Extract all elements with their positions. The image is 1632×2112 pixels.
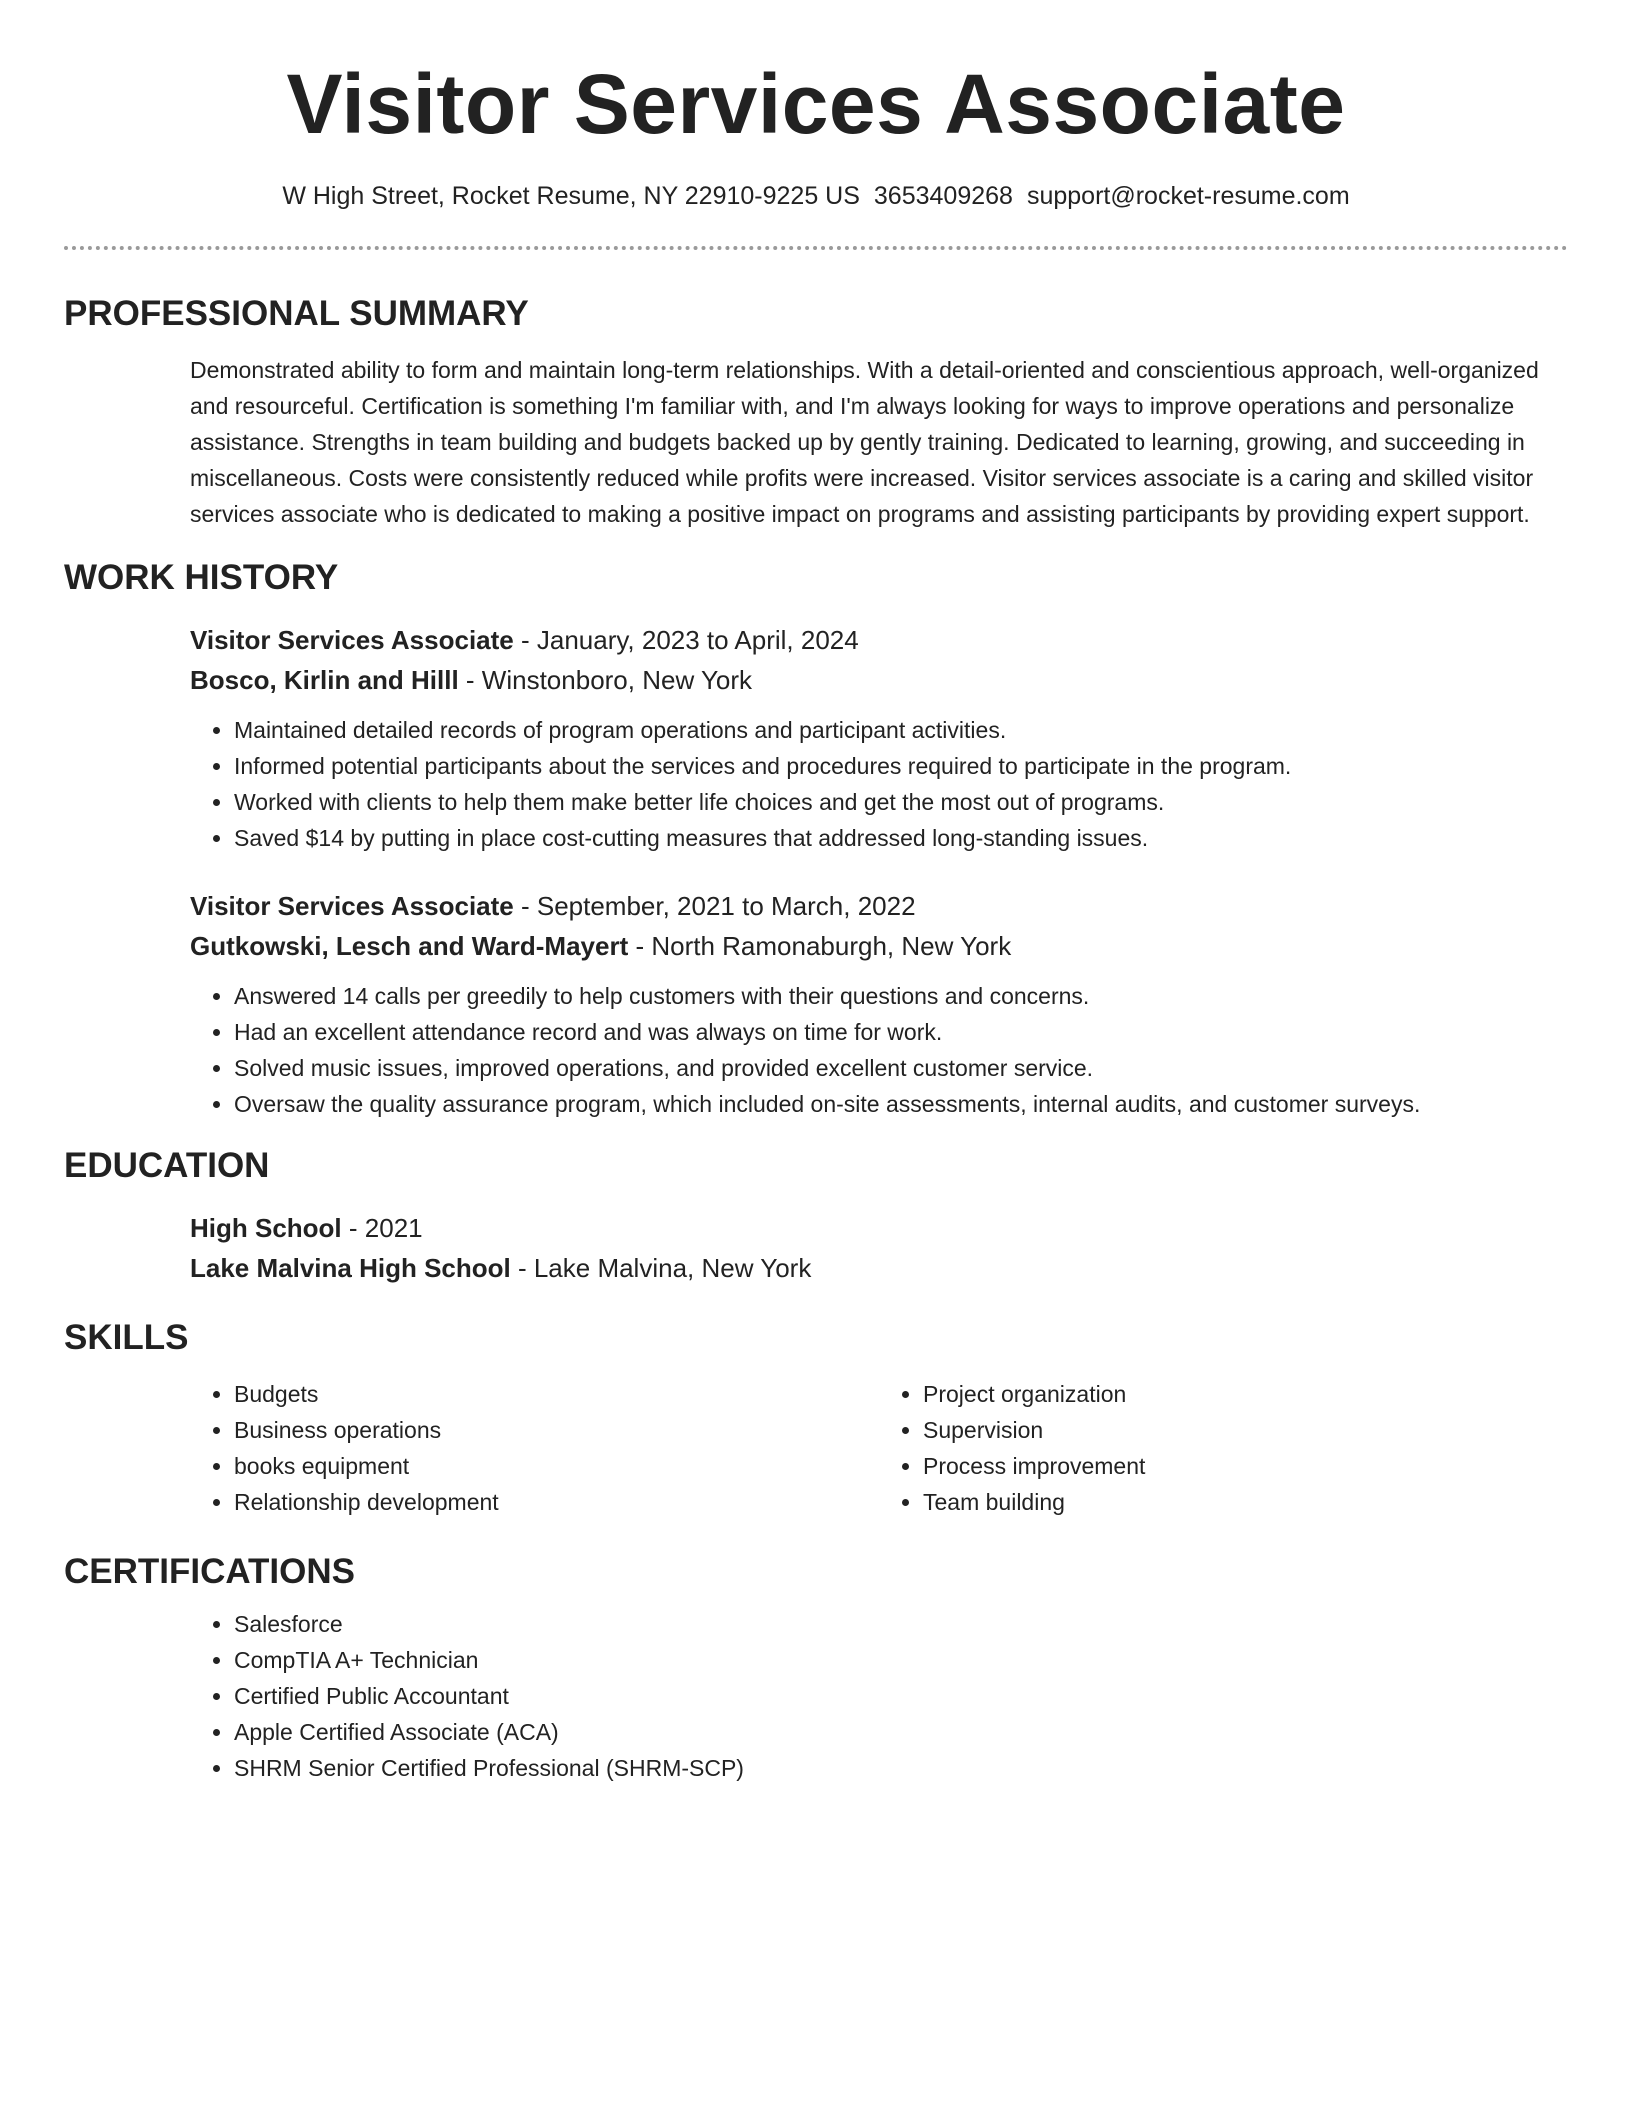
job-role: Visitor Services Associate (190, 891, 514, 921)
job-entry (190, 620, 1568, 856)
job-company: Gutkowski, Lesch and Ward-Mayert (190, 931, 629, 961)
education-location: - Lake Malvina, New York (510, 1253, 812, 1283)
job-dates: - September, 2021 to March, 2022 (513, 891, 916, 921)
job-location: - North Ramonaburgh, New York (628, 931, 1012, 961)
contact-phone: 3653409268 (873, 182, 1013, 210)
skills-title: SKILLS (64, 1318, 189, 1357)
list-item: • Apple Certified Associate (ACA) (234, 1714, 1568, 1750)
list-item: • SHRM Senior Certified Professional (SHRM-SCP) (234, 1750, 1568, 1786)
education-degree-line (190, 1208, 1568, 1248)
skills-grid (190, 1376, 1568, 1520)
education-school-line (190, 1248, 1568, 1288)
job-location: - Winstonboro, New York (458, 665, 753, 695)
list-item: • Answered 14 calls per greedily to help customers with their questions and concerns. (234, 978, 1568, 1014)
education-degree: High School (190, 1213, 342, 1243)
job-entry (190, 886, 1568, 1122)
job-company-line (190, 660, 1568, 700)
education-year: - 2021 (341, 1213, 423, 1243)
list-item: • Process improvement (923, 1448, 1568, 1484)
list-item: • Informed potential participants about the services and procedures required to participate in the program. (234, 748, 1568, 784)
list-item: • books equipment (234, 1448, 879, 1484)
job-bullets (190, 978, 1568, 1122)
contact-email: support@rocket-resume.com (1026, 182, 1350, 210)
list-item: • Worked with clients to help them make better life choices and get the most out of programs. (234, 784, 1568, 820)
job-company-line (190, 926, 1568, 966)
education-school: Lake Malvina High School (190, 1253, 511, 1283)
list-item: • Maintained detailed records of program operations and participant activities. (234, 712, 1568, 748)
certifications-list (190, 1606, 1568, 1786)
list-item: • CompTIA A+ Technician (234, 1642, 1568, 1678)
job-role-line (190, 886, 1568, 926)
job-company: Bosco, Kirlin and Hilll (190, 665, 459, 695)
list-item: • Salesforce (234, 1606, 1568, 1642)
summary-text: Demonstrated ability to form and maintain long-term relationships. With a detail-oriented and conscientious approach, well-organized and resourceful. Certification is something I'm familiar with, and I'm always looking for ways to improve operations and personalize assistance. Strengths in team building and budgets backed up by gently training. Dedicated to learning, growing, and succeeding in miscellaneous. Costs were consistently reduced while profits were increased. Visitor services associate is a caring and skilled visitor services associate who is dedicated to making a positive impact on programs and assisting participants by providing expert support. (190, 357, 1539, 527)
list-item: • Team building (923, 1484, 1568, 1520)
skills-left-column (190, 1376, 879, 1520)
work-history-section (64, 556, 1568, 1122)
list-item: • Oversaw the quality assurance program, which included on-site assessments, internal audits, and customer surveys. (234, 1086, 1568, 1122)
certifications-body (190, 1606, 1568, 1786)
work-history-title: WORK HISTORY (64, 558, 339, 597)
list-item: • Solved music issues, improved operations, and provided excellent customer service. (234, 1050, 1568, 1086)
education-entry (190, 1208, 1568, 1288)
summary-section (64, 292, 1568, 532)
candidate-name: Visitor Services Associate (286, 57, 1346, 151)
list-item: • Project organization (923, 1376, 1568, 1412)
job-role: Visitor Services Associate (190, 625, 514, 655)
education-section (64, 1144, 1568, 1288)
header-divider (64, 246, 1568, 250)
certifications-section (64, 1550, 1568, 1786)
certifications-title: CERTIFICATIONS (64, 1552, 356, 1591)
list-item: • Certified Public Accountant (234, 1678, 1568, 1714)
skills-section (64, 1316, 1568, 1520)
list-item: • Saved $14 by putting in place cost-cutting measures that addressed long-standing issues. (234, 820, 1568, 856)
summary-body (190, 352, 1568, 532)
list-item: • Budgets (234, 1376, 879, 1412)
resume-page (64, 0, 1568, 1786)
contact-line (64, 180, 1568, 212)
contact-address: W High Street, Rocket Resume, NY 22910-9225 US (282, 182, 860, 210)
list-item: • Business operations (234, 1412, 879, 1448)
skills-right-column (879, 1376, 1568, 1520)
summary-title: PROFESSIONAL SUMMARY (64, 294, 529, 333)
education-title: EDUCATION (64, 1146, 270, 1185)
list-item: • Relationship development (234, 1484, 879, 1520)
job-bullets (190, 712, 1568, 856)
job-role-line (190, 620, 1568, 660)
list-item: • Supervision (923, 1412, 1568, 1448)
list-item: • Had an excellent attendance record and was always on time for work. (234, 1014, 1568, 1050)
job-dates: - January, 2023 to April, 2024 (513, 625, 859, 655)
